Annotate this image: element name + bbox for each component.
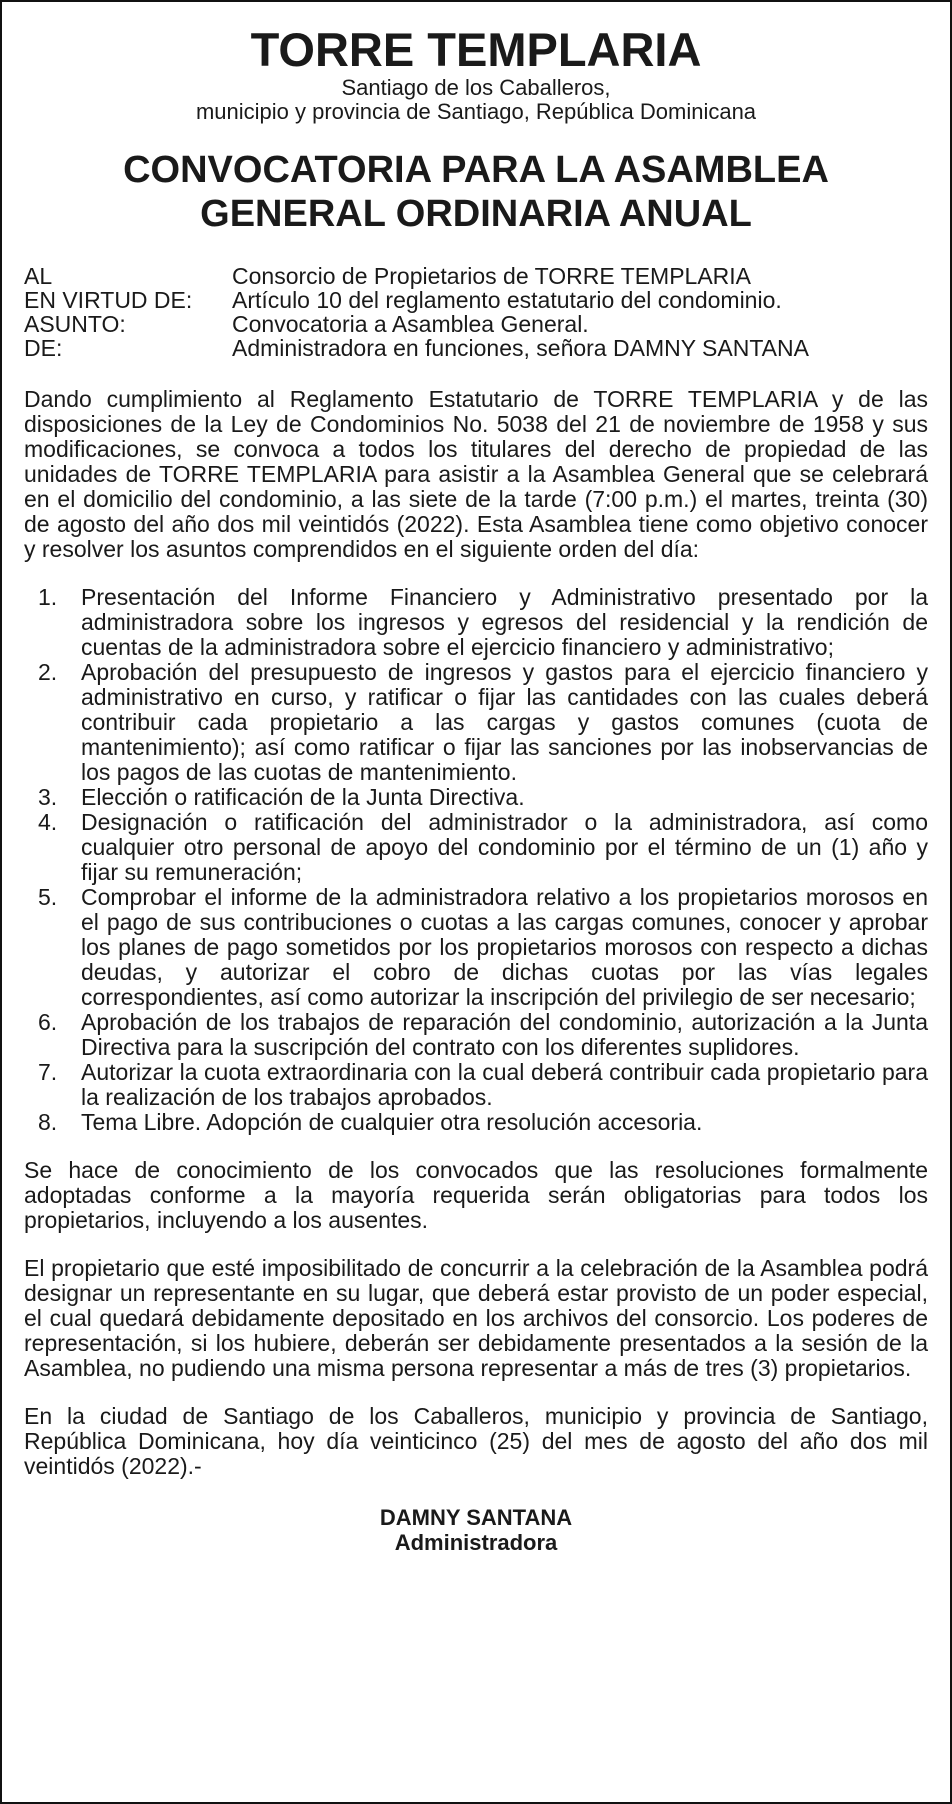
memo-label-from: DE: (24, 335, 63, 361)
date-paragraph: En la ciudad de Santiago de los Caballeros, municipio y provincia de Santiago, República Dominicana, hoy día veinticinco (25) del mes de agosto del año dos mil veintidós (2022).- (24, 1403, 928, 1479)
memo-value-basis: Artículo 10 del reglamento estatutario del condominio. (232, 287, 782, 313)
convocation-heading-line-2: GENERAL ORDINARIA ANUAL (200, 193, 752, 235)
agenda-item (24, 585, 928, 660)
agenda-item-number: 5. (38, 884, 58, 910)
convocation-heading (24, 148, 928, 236)
memo-header (24, 264, 928, 360)
agenda-item (24, 660, 928, 785)
agenda-item (24, 810, 928, 885)
agenda-item (24, 785, 928, 810)
agenda-item (24, 885, 928, 1010)
agenda-item-text: Designación o ratificación del administrador o la administradora, así como cualquier otro personal de apoyo del condominio por el término de un (1) año y fijar su remuneración; (81, 809, 928, 885)
agenda-item-number: 1. (38, 584, 58, 610)
agenda-item (24, 1060, 928, 1110)
memo-label-to: AL (24, 263, 53, 289)
agenda-item-number: 2. (38, 659, 58, 685)
agenda-item-text: Autorizar la cuota extraordinaria con la cual deberá contribuir cada propietario para la realización de los trabajos aprobados. (81, 1059, 928, 1110)
memo-value-subject: Convocatoria a Asamblea General. (232, 311, 589, 337)
agenda-item-number: 4. (38, 809, 58, 835)
agenda-item-text: Aprobación del presupuesto de ingresos y gastos para el ejercicio financiero y administrativo en curso, y ratificar o fijar las cantidades con las cuales deberá contribuir cada propietario a las cargas y gastos comunes (cuota de mantenimiento); así como ratificar o fijar las sanciones por las inobservancias de los pagos de las cuotas de mantenimiento. (81, 659, 928, 785)
signatory-name: DAMNY SANTANA (379, 1505, 573, 1530)
agenda-item-number: 6. (38, 1009, 58, 1035)
memo-value-from: Administradora en funciones, señora DAMNY SANTANA (232, 335, 809, 361)
agenda-item-text: Comprobar el informe de la administradora relativo a los propietarios morosos en el pago de sus contribuciones o cuotas a las cargas comunes, conocer y aprobar los planes de pago sometidos por los propietarios morosos con respecto a dichas deudas, y autorizar el cobro de dichas cuotas por las vías legales correspondientes, así como autorizar la inscripción del privilegio de ser necesario; (81, 884, 928, 1010)
agenda-item (24, 1010, 928, 1060)
proxy-paragraph: El propietario que esté imposibilitado de concurrir a la celebración de la Asamblea podrá designar un representante en su lugar, que deberá estar provisto de un poder especial, el cual quedará debidamente depositado en los archivos del consorcio. Los poderes de representación, si los hubiere, deberán ser debidamente presentados a la sesión de la Asamblea, no pudiendo una misma persona representar a más de tres (3) propietarios. (24, 1255, 928, 1381)
resolutions-paragraph: Se hace de conocimiento de los convocados que las resoluciones formalmente adoptadas conforme a la mayoría requerida serán obligatorias para todos los propietarios, incluyendo a los ausentes. (24, 1157, 928, 1233)
convocation-heading-line-1: CONVOCATORIA PARA LA ASAMBLEA (123, 149, 829, 191)
agenda-list (24, 585, 928, 1135)
agenda-item-number: 3. (38, 784, 58, 810)
signature-block (24, 1505, 928, 1555)
signatory-role: Administradora (394, 1530, 558, 1555)
agenda-item (24, 1110, 928, 1135)
agenda-item-number: 7. (38, 1059, 58, 1085)
memo-label-basis: EN VIRTUD DE: (24, 287, 193, 313)
memo-value-to: Consorcio de Propietarios de TORRE TEMPLARIA (232, 263, 752, 289)
agenda-item-text: Presentación del Informe Financiero y Administrativo presentado por la administradora sobre los ingresos y egresos del residencial y la rendición de cuentas de la administradora sobre el ejercicio financiero y administrativo; (81, 584, 928, 660)
agenda-item-text: Aprobación de los trabajos de reparación del condominio, autorización a la Junta Directiva para la suscripción del contrato con los diferentes suplidores. (81, 1009, 928, 1060)
memo-label-subject: ASUNTO: (24, 311, 126, 337)
location-line-1: Santiago de los Caballeros, (341, 75, 611, 100)
agenda-item-number: 8. (38, 1109, 58, 1135)
agenda-item-text: Tema Libre. Adopción de cualquier otra resolución accesoria. (81, 1109, 703, 1135)
agenda-item-text: Elección o ratificación de la Junta Directiva. (81, 784, 525, 810)
location-line-2: municipio y provincia de Santiago, República Dominicana (195, 99, 757, 124)
document-title: TORRE TEMPLARIA (250, 23, 702, 76)
intro-paragraph: Dando cumplimiento al Reglamento Estatutario de TORRE TEMPLARIA y de las disposiciones de la Ley de Condominios No. 5038 del 21 de noviembre de 1958 y sus modificaciones, se convoca a todos los titulares del derecho de propiedad de las unidades de TORRE TEMPLARIA para asistir a la Asamblea General que se celebrará en el domicilio del condominio, a las siete de la tarde (7:00 p.m.) el martes, treinta (30) de agosto del año dos mil veintidós (2022). Esta Asamblea tiene como objetivo conocer y resolver los asuntos comprendidos en el siguiente orden del día: (24, 386, 928, 562)
